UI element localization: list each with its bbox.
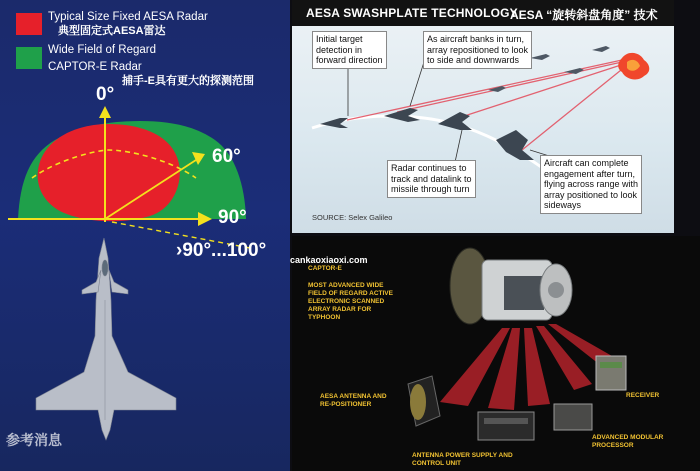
angle-0-label: 0° [96, 84, 115, 105]
captor-heading: CAPTOR-E [308, 265, 342, 272]
captor-radar-label: CAPTOR-E Radar [48, 61, 142, 73]
watermark-url: cankaoxiaoxi.com [290, 255, 368, 265]
coverage-diagram [0, 0, 290, 471]
coverage-panel [0, 0, 290, 471]
right-edge-strip [674, 0, 700, 236]
receiver-label: RECEIVER [626, 392, 660, 399]
note-aircraft-banks: As aircraft banks in turn, array repositioned to look to side and downwards [423, 31, 532, 69]
swashplate-source: SOURCE: Selex Galileo [312, 213, 393, 222]
note-radar-tracks: Radar continues to track and datalink to missile through turn [387, 160, 476, 198]
aesa-antenna-component [408, 376, 440, 426]
captor-e-panel [292, 236, 700, 471]
angle-90-label: 90° [218, 207, 247, 228]
watermark-logo-bottom-text: 参考消息 [6, 433, 62, 449]
fixed-radar-label-en: Typical Size Fixed AESA Radar [48, 11, 208, 23]
angle-100-label: ›90°...100° [176, 240, 267, 261]
captor-description: MOST ADVANCED WIDE FIELD OF REGARD ACTIVE ELECTRONIC SCANNED ARRAY RADAR FOR TYPHOON [308, 282, 393, 321]
swashplate-title-en: AESA SWASHPLATE TECHNOLOGY [306, 6, 518, 20]
watermark-logo-bottom [6, 430, 86, 460]
typhoon-jet [36, 238, 176, 440]
wide-field-label: Wide Field of Regard [48, 44, 157, 56]
captor-radar-label-cn: 捕手-E具有更大的探测范围 [122, 75, 254, 87]
note-engagement-after-turn: Aircraft can complete engagement after turn, flying across range with array positioned to look sideways [540, 155, 642, 214]
zero-arrow-head [99, 106, 111, 118]
antenna-label: AESA ANTENNA AND RE-POSITIONER [320, 393, 387, 408]
power-supply-label: ANTENNA POWER SUPPLY AND CONTROL UNIT [412, 452, 513, 467]
note-initial-detection: Initial target detection in forward direction [312, 31, 387, 69]
radar-antenna-assembly [450, 248, 572, 324]
aircraft-silhouettes [320, 108, 534, 160]
processor-component [554, 404, 592, 430]
swashplate-title-cn: AESA “旋转斜盘角度” 技术 [510, 8, 658, 22]
fixed-radar-label-cn: 典型固定式AESA雷达 [58, 25, 166, 37]
angle-60-label: 60° [212, 146, 241, 167]
fixed-radar-shape [38, 124, 180, 221]
processor-label: ADVANCED MODULAR PROCESSOR [592, 434, 664, 449]
target-burst [618, 53, 649, 80]
power-supply-component [478, 412, 534, 440]
receiver-component [596, 356, 626, 390]
swashplate-panel [292, 0, 674, 233]
